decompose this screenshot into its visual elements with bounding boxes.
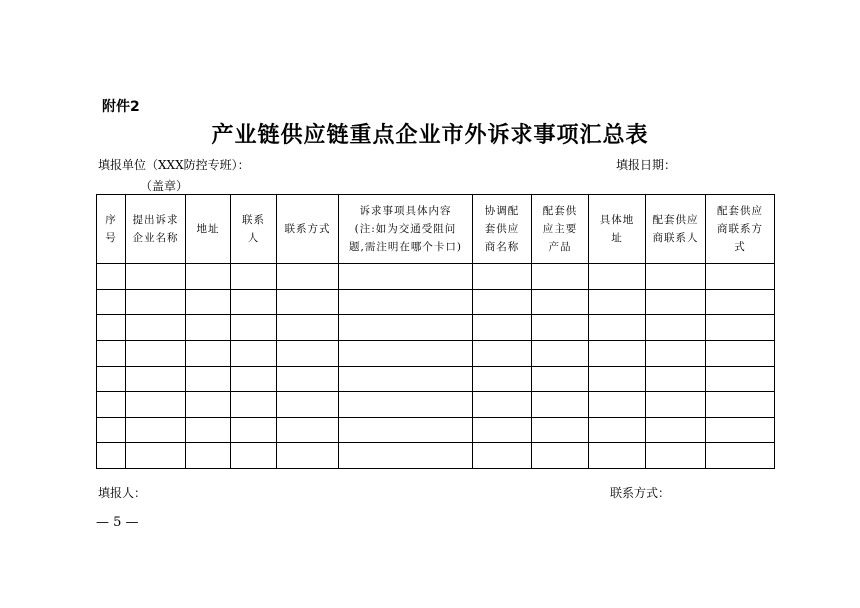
table-cell[interactable] (706, 366, 775, 392)
document-title: 产业链供应链重点企业市外诉求事项汇总表 (211, 122, 649, 148)
table-cell[interactable] (706, 443, 775, 469)
table-cell[interactable] (186, 392, 231, 418)
header-cell: 序 号 (97, 195, 126, 264)
table-cell[interactable] (589, 392, 646, 418)
table-row (97, 417, 775, 443)
table-cell[interactable] (589, 340, 646, 366)
table-cell[interactable] (532, 366, 589, 392)
table-cell[interactable] (231, 264, 277, 290)
table-cell[interactable] (97, 289, 126, 315)
header-cell: 配套供 应主要 产品 (532, 195, 589, 264)
table-cell[interactable] (589, 443, 646, 469)
table-cell[interactable] (473, 340, 532, 366)
header-cell: 联系方式 (277, 195, 339, 264)
table-cell[interactable] (532, 289, 589, 315)
table-cell[interactable] (532, 264, 589, 290)
table-cell[interactable] (339, 443, 473, 469)
table-cell[interactable] (646, 340, 706, 366)
table-header-row (97, 195, 775, 264)
table-cell[interactable] (97, 366, 126, 392)
table-cell[interactable] (339, 340, 473, 366)
table-cell[interactable] (186, 315, 231, 341)
table-cell[interactable] (97, 315, 126, 341)
table-cell[interactable] (473, 417, 532, 443)
table-cell[interactable] (186, 289, 231, 315)
table-cell[interactable] (589, 417, 646, 443)
table-cell[interactable] (473, 289, 532, 315)
table-cell[interactable] (231, 392, 277, 418)
table-cell[interactable] (339, 417, 473, 443)
filler-label: 填报人： (98, 486, 147, 500)
table-cell[interactable] (97, 443, 126, 469)
attachment-label: 附件2 (102, 99, 140, 115)
table-cell[interactable] (532, 443, 589, 469)
table-cell[interactable] (473, 443, 532, 469)
table-row (97, 392, 775, 418)
table-cell[interactable] (97, 417, 126, 443)
table-cell[interactable] (126, 315, 186, 341)
table-cell[interactable] (473, 264, 532, 290)
table-row (97, 443, 775, 469)
table-cell[interactable] (126, 417, 186, 443)
table-cell[interactable] (97, 264, 126, 290)
table-cell[interactable] (126, 340, 186, 366)
table-cell[interactable] (646, 366, 706, 392)
table-cell[interactable] (126, 366, 186, 392)
table-cell[interactable] (532, 417, 589, 443)
table-cell[interactable] (186, 340, 231, 366)
table-cell[interactable] (97, 392, 126, 418)
table-cell[interactable] (277, 443, 339, 469)
table-cell[interactable] (532, 340, 589, 366)
table-cell[interactable] (646, 289, 706, 315)
header-cell: 联系 人 (231, 195, 277, 264)
table-cell[interactable] (589, 289, 646, 315)
table-cell[interactable] (277, 264, 339, 290)
table-cell[interactable] (126, 264, 186, 290)
summary-table (96, 194, 775, 469)
table-cell[interactable] (231, 366, 277, 392)
table-cell[interactable] (646, 443, 706, 469)
table-cell[interactable] (339, 366, 473, 392)
table-cell[interactable] (277, 366, 339, 392)
table-cell[interactable] (706, 315, 775, 341)
fill-date-label: 填报日期： (616, 158, 677, 172)
table-cell[interactable] (186, 366, 231, 392)
table-cell[interactable] (126, 443, 186, 469)
table-cell[interactable] (706, 392, 775, 418)
table-cell[interactable] (706, 289, 775, 315)
table-cell[interactable] (646, 264, 706, 290)
table-row (97, 340, 775, 366)
table-cell[interactable] (231, 443, 277, 469)
table-cell[interactable] (277, 315, 339, 341)
seal-label: （盖章） (140, 179, 189, 193)
table-cell[interactable] (186, 264, 231, 290)
table-cell[interactable] (339, 289, 473, 315)
table-cell[interactable] (339, 264, 473, 290)
header-cell: 提出诉求 企业名称 (126, 195, 186, 264)
header-cell: 具体地 址 (589, 195, 646, 264)
table-cell[interactable] (231, 289, 277, 315)
table-cell[interactable] (646, 315, 706, 341)
table-cell[interactable] (126, 289, 186, 315)
table-row (97, 264, 775, 290)
table-cell[interactable] (231, 417, 277, 443)
table-row (97, 315, 775, 341)
table-cell[interactable] (231, 315, 277, 341)
table-cell[interactable] (277, 289, 339, 315)
table-cell[interactable] (97, 340, 126, 366)
table-cell[interactable] (339, 392, 473, 418)
table-cell[interactable] (473, 315, 532, 341)
table-cell[interactable] (646, 417, 706, 443)
fill-unit-label: 填报单位（XXX防控专班）： (98, 158, 250, 172)
table-cell[interactable] (277, 340, 339, 366)
table-cell[interactable] (473, 392, 532, 418)
table-body (97, 264, 775, 469)
page-number: — 5 — (96, 515, 139, 530)
table-cell[interactable] (532, 315, 589, 341)
table-cell[interactable] (589, 366, 646, 392)
table-cell[interactable] (231, 340, 277, 366)
table-cell[interactable] (646, 392, 706, 418)
table-row (97, 366, 775, 392)
header-cell: 配套供应 商联系人 (646, 195, 706, 264)
table-cell[interactable] (339, 315, 473, 341)
table-row (97, 289, 775, 315)
header-cell: 配套供应 商联系方 式 (706, 195, 775, 264)
header-cell: 地址 (186, 195, 231, 264)
table-cell[interactable] (589, 264, 646, 290)
table-cell[interactable] (277, 417, 339, 443)
header-cell: 协调配 套供应 商名称 (473, 195, 532, 264)
header-cell: 诉求事项具体内容 (注:如为交通受阻问 题,需注明在哪个卡口) (339, 195, 473, 264)
contact-label: 联系方式： (610, 486, 671, 500)
table-cell[interactable] (473, 366, 532, 392)
table-cell[interactable] (186, 417, 231, 443)
table-cell[interactable] (706, 417, 775, 443)
table-cell[interactable] (277, 392, 339, 418)
table-cell[interactable] (706, 264, 775, 290)
table-cell[interactable] (589, 315, 646, 341)
table-cell[interactable] (706, 340, 775, 366)
table-cell[interactable] (186, 443, 231, 469)
table-cell[interactable] (532, 392, 589, 418)
table-cell[interactable] (126, 392, 186, 418)
